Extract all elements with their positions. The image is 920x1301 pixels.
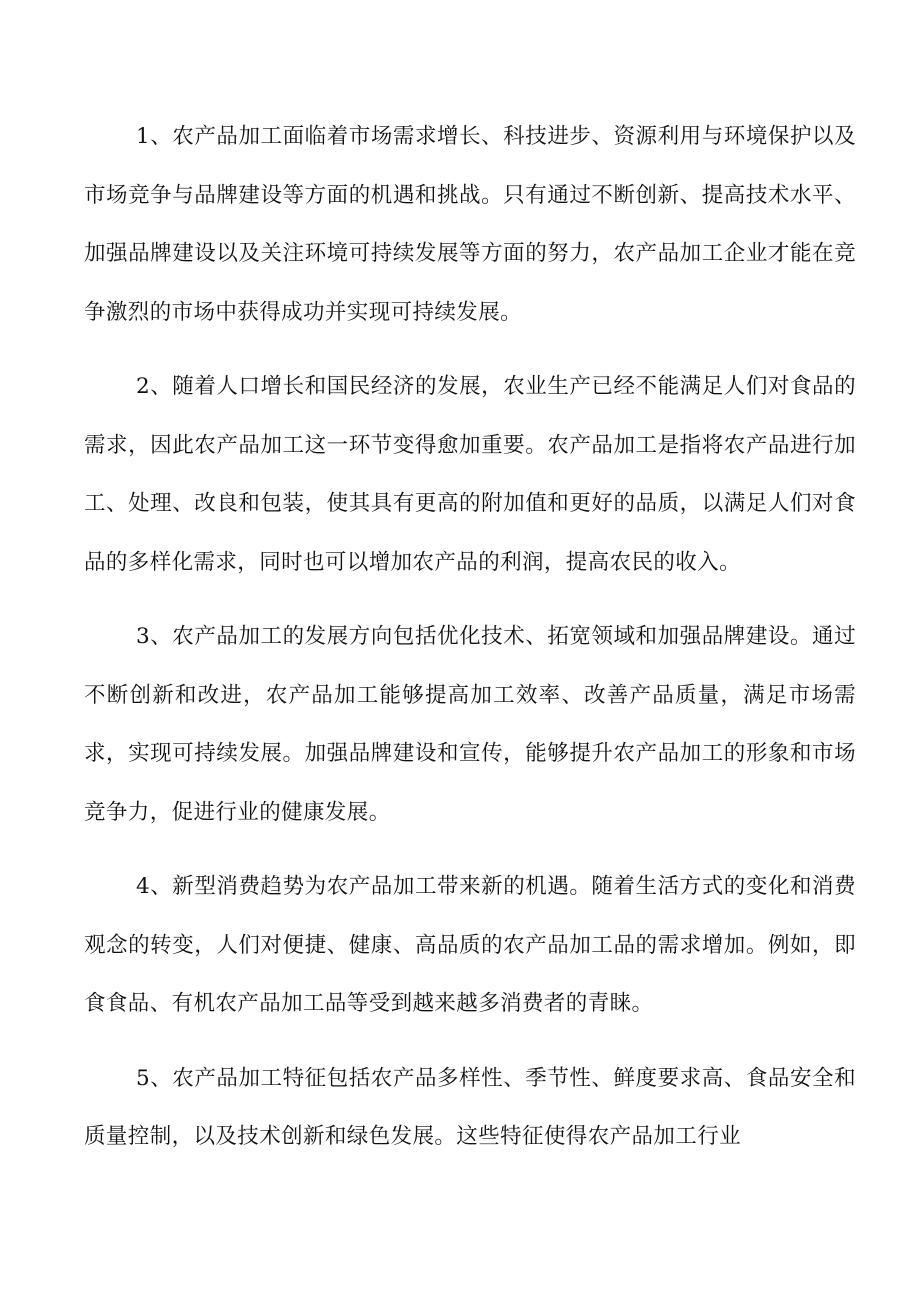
document-page bbox=[84, 108, 856, 1183]
paragraph-1: 1、农产品加工面临着市场需求增长、科技进步、资源利用与环境保护以及市场竞争与品牌建设等方面的机遇和挑战。只有通过不断创新、提高技术水平、加强品牌建设以及关注环境可持续发展等方面的努力，农产品加工企业才能在竞争激烈的市场中获得成功并实现可持续发展。 bbox=[84, 124, 856, 325]
paragraph-5: 5、农产品加工特征包括农产品多样性、季节性、鲜度要求高、食品安全和质量控制，以及技术创新和绿色发展。这些特征使得农产品加工行业 bbox=[84, 1065, 856, 1149]
paragraph-2: 2、随着人口增长和国民经济的发展，农业生产已经不能满足人们对食品的需求，因此农产品加工这一环节变得愈加重要。农产品加工是指将农产品进行加工、处理、改良和包装，使其具有更高的附加值和更好的品质，以满足人们对食品的多样化需求，同时也可以增加农产品的利润，提高农民的收入。 bbox=[84, 374, 856, 575]
paragraph-3: 3、农产品加工的发展方向包括优化技术、拓宽领域和加强品牌建设。通过不断创新和改进，农产品加工能够提高加工效率、改善产品质量，满足市场需求，实现可持续发展。加强品牌建设和宣传，能够提升农产品加工的形象和市场竞争力，促进行业的健康发展。 bbox=[84, 624, 856, 825]
paragraph-4: 4、新型消费趋势为农产品加工带来新的机遇。随着生活方式的变化和消费观念的转变，人们对便捷、健康、高品质的农产品加工品的需求增加。例如，即食食品、有机农产品加工品等受到越来越多消费者的青睐。 bbox=[84, 874, 856, 1016]
